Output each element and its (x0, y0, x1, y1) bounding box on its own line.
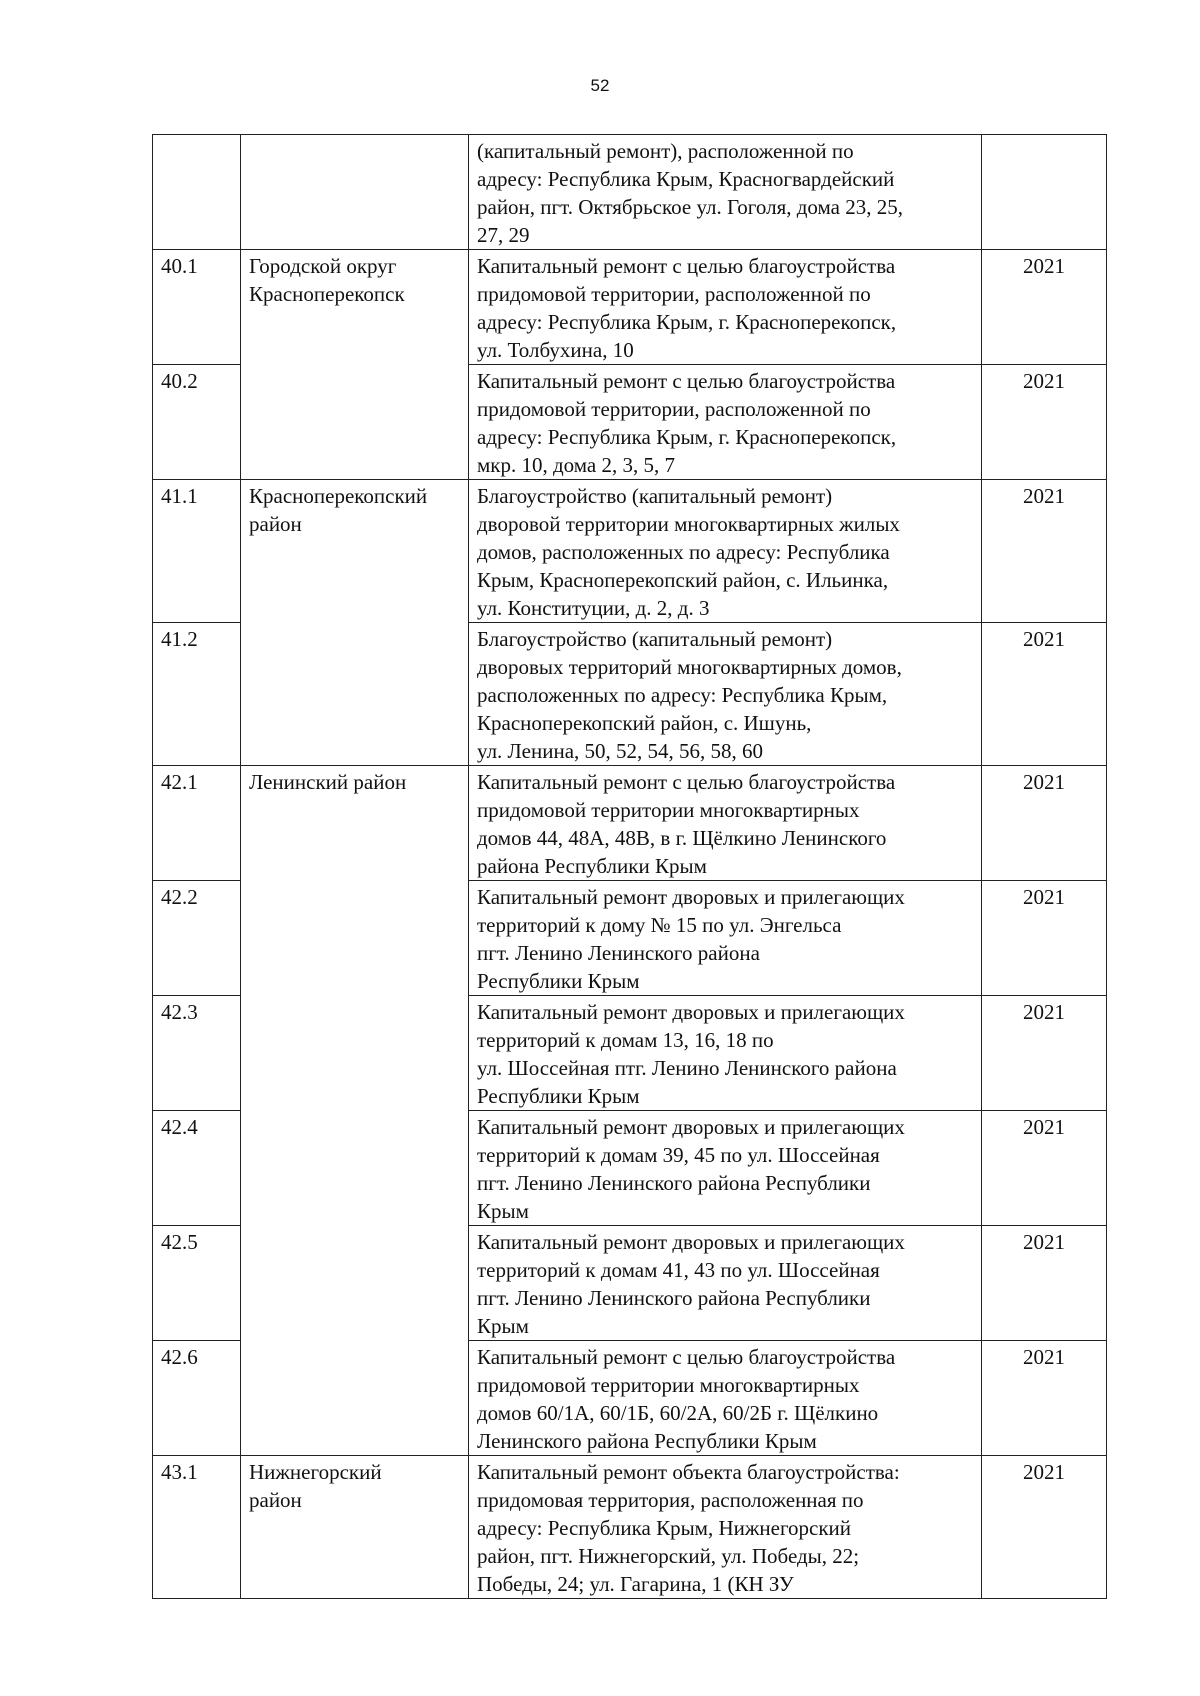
table-row (153, 250, 1107, 365)
table-row (153, 1456, 1107, 1599)
description-line: придомовой территории многоквартирных (477, 798, 860, 822)
row-number-cell: 41.1 (153, 480, 241, 623)
description-line: домов 60/1А, 60/1Б, 60/2А, 60/2Б г. Щёлкино (477, 1401, 879, 1425)
year-cell: 2021 (982, 766, 1107, 881)
municipality-line: район (249, 512, 302, 536)
description-line: пгт. Ленино Ленинского района (477, 941, 760, 965)
description-line: придомовой территории, расположенной по (477, 282, 871, 306)
description-line: Капитальный ремонт с целью благоустройства (477, 1345, 896, 1369)
description-line: Крым, Красноперекопский район, с. Ильинка, (477, 568, 889, 592)
description-cell (469, 1111, 982, 1226)
municipality-line: Красноперекопский (249, 484, 428, 508)
row-number-cell: 42.3 (153, 996, 241, 1111)
municipality-cell (241, 250, 469, 480)
year-cell: 2021 (982, 623, 1107, 766)
row-number-cell: 40.1 (153, 250, 241, 365)
description-line: домов, расположенных по адресу: Республика (477, 540, 890, 564)
row-number-cell: 41.2 (153, 623, 241, 766)
row-number-cell: 42.4 (153, 1111, 241, 1226)
description-line: Крым (477, 1199, 529, 1223)
year-cell: 2021 (982, 250, 1107, 365)
year-cell: 2021 (982, 365, 1107, 480)
year-cell: 2021 (982, 1226, 1107, 1341)
description-line: ул. Конституции, д. 2, д. 3 (477, 596, 710, 620)
description-cell (469, 766, 982, 881)
description-line: (капитальный ремонт), расположенной по (477, 139, 854, 163)
description-line: Капитальный ремонт дворовых и прилегающих (477, 885, 905, 909)
row-number-cell: 42.2 (153, 881, 241, 996)
description-line: ул. Толбухина, 10 (477, 338, 634, 362)
description-line: дворовой территории многоквартирных жилых (477, 512, 900, 536)
description-line: Крым (477, 1314, 529, 1338)
description-line: мкр. 10, дома 2, 3, 5, 7 (477, 453, 675, 477)
description-line: территорий к домам 13, 16, 18 по (477, 1028, 774, 1052)
description-line: адресу: Республика Крым, Красногвардейский (477, 167, 895, 191)
description-line: район, пгт. Октябрьское ул. Гоголя, дома 23, 25, (477, 195, 903, 219)
year-cell: 2021 (982, 1111, 1107, 1226)
description-line: придомовая территория, расположенная по (477, 1488, 864, 1512)
description-cell (469, 135, 982, 250)
description-line: Благоустройство (капитальный ремонт) (477, 627, 833, 651)
year-cell: 2021 (982, 996, 1107, 1111)
description-line: придомовой территории, расположенной по (477, 397, 871, 421)
description-line: Республики Крым (477, 1084, 640, 1108)
description-line: района Республики Крым (477, 854, 707, 878)
description-cell (469, 365, 982, 480)
description-line: Капитальный ремонт дворовых и прилегающих (477, 1230, 905, 1254)
row-number-cell (153, 135, 241, 250)
description-line: адресу: Республика Крым, г. Красноперекопск, (477, 425, 897, 449)
row-number-cell: 42.6 (153, 1341, 241, 1456)
description-line: Благоустройство (капитальный ремонт) (477, 484, 833, 508)
description-cell (469, 250, 982, 365)
description-cell (469, 623, 982, 766)
description-line: территорий к домам 41, 43 по ул. Шоссейная (477, 1258, 880, 1282)
description-line: Капитальный ремонт дворовых и прилегающих (477, 1000, 905, 1024)
description-line: территорий к дому № 15 по ул. Энгельса (477, 913, 842, 937)
municipality-line: Красноперекопск (249, 282, 405, 306)
description-line: Капитальный ремонт дворовых и прилегающих (477, 1115, 905, 1139)
table-row-continuation (153, 135, 1107, 250)
description-line: территорий к домам 39, 45 по ул. Шоссейная (477, 1143, 880, 1167)
year-cell: 2021 (982, 1341, 1107, 1456)
row-number-cell: 43.1 (153, 1456, 241, 1599)
municipality-line: Городской округ (249, 254, 397, 278)
description-cell (469, 480, 982, 623)
description-line: 27, 29 (477, 223, 530, 247)
table-row (153, 766, 1107, 881)
description-cell (469, 996, 982, 1111)
description-line: Капитальный ремонт с целью благоустройства (477, 254, 896, 278)
description-line: Красноперекопский район, с. Ишунь, (477, 711, 812, 735)
municipality-line: Нижнегорский (249, 1460, 382, 1484)
year-cell: 2021 (982, 1456, 1107, 1599)
description-line: Республики Крым (477, 969, 640, 993)
year-cell: 2021 (982, 881, 1107, 996)
year-cell: 2021 (982, 480, 1107, 623)
municipality-cell (241, 135, 469, 250)
municipality-cell (241, 480, 469, 766)
description-line: Капитальный ремонт с целью благоустройства (477, 770, 896, 794)
description-line: пгт. Ленино Ленинского района Республики (477, 1171, 871, 1195)
municipality-line: район (249, 1488, 302, 1512)
description-cell (469, 1456, 982, 1599)
page-number: 52 (590, 76, 610, 95)
description-line: придомовой территории многоквартирных (477, 1373, 860, 1397)
year-cell (982, 135, 1107, 250)
description-line: Капитальный ремонт объекта благоустройства: (477, 1460, 900, 1484)
description-line: Капитальный ремонт с целью благоустройства (477, 369, 896, 393)
municipality-line: Ленинский район (249, 770, 407, 794)
description-line: ул. Ленина, 50, 52, 54, 56, 58, 60 (477, 739, 764, 763)
municipality-cell (241, 1456, 469, 1599)
description-line: дворовых территорий многоквартирных домов, (477, 655, 902, 679)
description-line: расположенных по адресу: Республика Крым, (477, 683, 888, 707)
row-number-cell: 42.5 (153, 1226, 241, 1341)
row-number-cell: 42.1 (153, 766, 241, 881)
description-cell (469, 881, 982, 996)
description-cell (469, 1341, 982, 1456)
description-line: адресу: Республика Крым, Нижнегорский (477, 1516, 852, 1540)
municipality-cell (241, 766, 469, 1456)
description-line: пгт. Ленино Ленинского района Республики (477, 1286, 871, 1310)
description-line: адресу: Республика Крым, г. Красноперекопск, (477, 310, 897, 334)
description-line: Победы, 24; ул. Гагарина, 1 (КН ЗУ (477, 1572, 794, 1596)
description-line: Ленинского района Республики Крым (477, 1429, 817, 1453)
table-row (153, 480, 1107, 623)
description-line: ул. Шоссейная птг. Ленино Ленинского района (477, 1056, 897, 1080)
description-line: район, пгт. Нижнегорский, ул. Победы, 22; (477, 1544, 860, 1568)
object-list-table (152, 134, 1107, 1599)
row-number-cell: 40.2 (153, 365, 241, 480)
description-cell (469, 1226, 982, 1341)
description-line: домов 44, 48А, 48В, в г. Щёлкино Ленинского (477, 826, 887, 850)
